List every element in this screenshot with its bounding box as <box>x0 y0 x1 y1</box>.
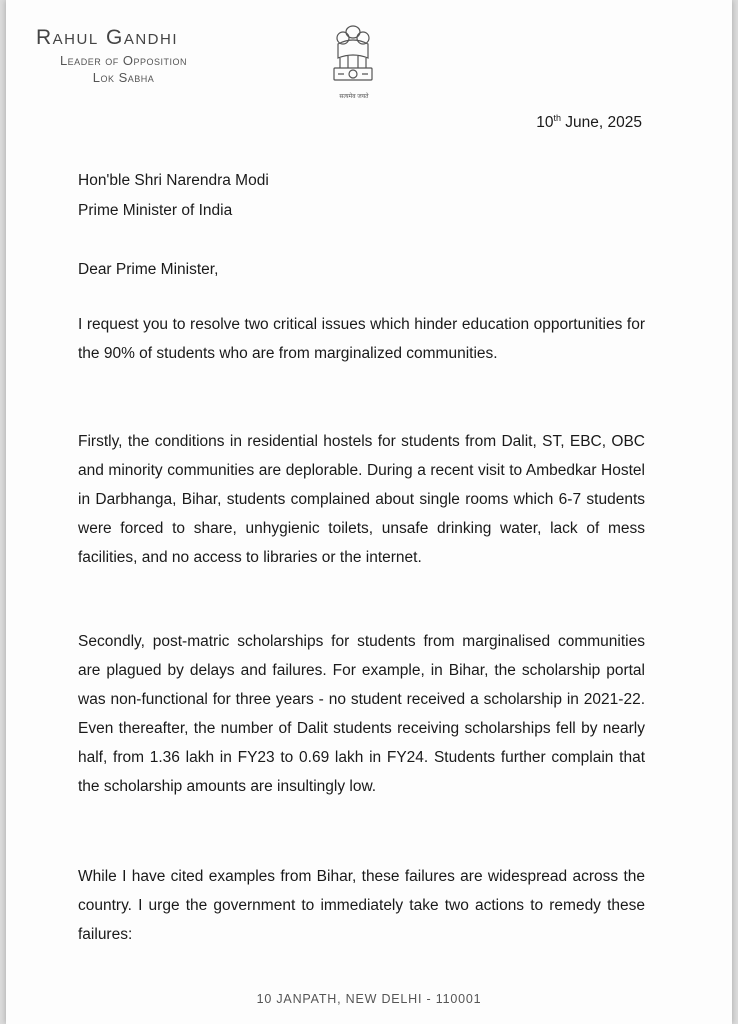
addressee-title: Prime Minister of India <box>78 202 233 219</box>
addressee-name: Hon'ble Shri Narendra Modi <box>78 172 269 189</box>
emblem-motto: सत्यमेव जयते <box>339 94 369 100</box>
national-emblem-icon <box>326 22 380 94</box>
letterhead-name: Rahul Gandhi <box>36 26 179 49</box>
paragraph-2: Firstly, the conditions in residential hostels for students from Dalit, ST, EBC, OBC and minority communities are deplorable. During a recent visit to Ambedkar Hostel in Darbhanga, Bihar, students complained about single rooms which 6-7 students were forced to share, unhygienic toilets, unsafe drinking water, lack of mess facilities, and no access to libraries or the internet. <box>78 433 645 566</box>
letter-page <box>6 0 732 1024</box>
date-rest: June, 2025 <box>560 114 642 132</box>
date-day: 10 <box>536 114 554 132</box>
salutation: Dear Prime Minister, <box>78 261 219 278</box>
paragraph-4: While I have cited examples from Bihar, these failures are widespread across the country. I urge the government to immediately take two actions to remedy these failures: <box>78 868 645 943</box>
paragraph-1: I request you to resolve two critical issues which hinder education opportunities for the 90% of students who are from marginalized communities. <box>78 316 645 362</box>
letterhead-address-footer: 10 JANPATH, NEW DELHI - 110001 <box>256 992 482 1006</box>
letterhead-title-line2: Lok Sabha <box>92 70 155 85</box>
date-suffix: th <box>553 113 561 123</box>
letter-date <box>536 113 642 132</box>
paragraph-3: Secondly, post-matric scholarships for students from marginalised communities are plagued by delays and failures. For example, in Bihar, the scholarship portal was non-functional for three years - no student received a scholarship in 2021-22. Even thereafter, the number of Dalit students receiving scholarships fell by nearly half, from 1.36 lakh in FY23 to 0.69 lakh in FY24. Students further complain that the scholarship amounts are insultingly low. <box>78 633 645 795</box>
letterhead-title-line1: Leader of Opposition <box>59 53 188 68</box>
